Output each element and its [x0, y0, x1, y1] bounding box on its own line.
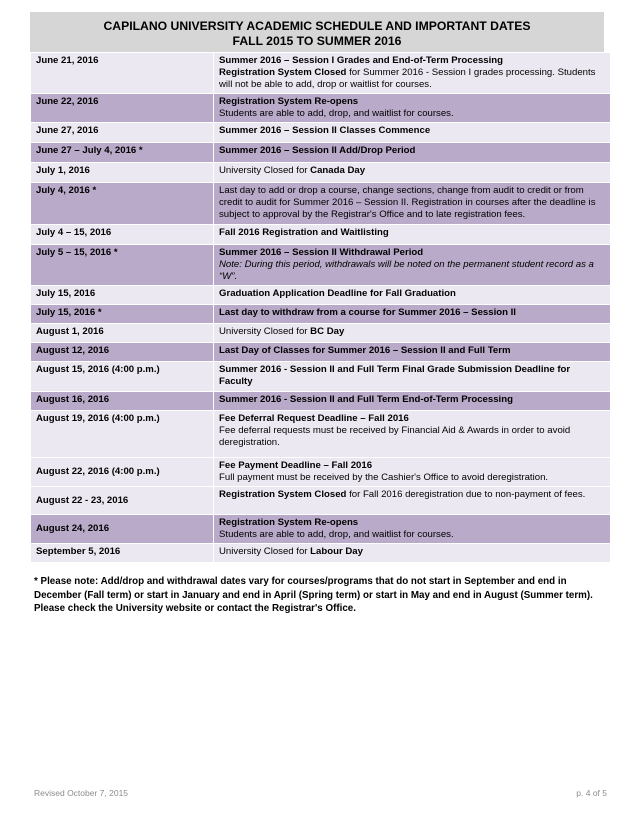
- row-heading: Summer 2016 - Session II and Full Term End-of-Term Processing: [219, 394, 513, 405]
- table-row: [31, 544, 611, 563]
- revised-date: Revised October 7, 2015: [34, 788, 129, 798]
- row-description: [214, 94, 611, 123]
- row-description: [214, 362, 611, 392]
- row-description: [214, 143, 611, 163]
- table-row: [31, 163, 611, 183]
- please-note: * Please note: Add/drop and withdrawal dates vary for courses/programs that do not start in September and end in December (Fall term) or start in January and end in April (Spring term) or start in May and end in August (Summer term). Please check the University website or contact the Registrar's Office.: [34, 576, 593, 614]
- table-row: [31, 286, 611, 305]
- row-heading: Fee Deferral Request Deadline – Fall 2016: [219, 413, 409, 424]
- row-detail: University Closed for: [219, 165, 311, 176]
- row-detail: Students are able to add, drop, and waitlist for courses.: [219, 529, 454, 540]
- row-description: [214, 411, 611, 458]
- table-row: [31, 458, 611, 487]
- row-heading: Summer 2016 – Session II Add/Drop Period: [219, 145, 416, 156]
- table-row: [31, 123, 611, 143]
- row-detail: Students are able to add, drop, and waitlist for courses.: [219, 108, 454, 119]
- row-date: August 12, 2016: [31, 343, 214, 362]
- row-description: [214, 515, 611, 544]
- row-date: August 22, 2016 (4:00 p.m.): [31, 458, 214, 487]
- row-description: [214, 487, 611, 515]
- row-date: August 15, 2016 (4:00 p.m.): [31, 362, 214, 392]
- row-date: August 1, 2016: [31, 324, 214, 343]
- row-date: August 19, 2016 (4:00 p.m.): [31, 411, 214, 458]
- row-date: July 4, 2016 *: [31, 183, 214, 225]
- table-row: [31, 487, 611, 515]
- row-description: [214, 286, 611, 305]
- row-detail: Fee deferral requests must be received by Financial Aid & Awards in order to avoid deregistration.: [219, 425, 571, 448]
- row-heading: Last day to withdraw from a course for Summer 2016 – Session II: [219, 307, 516, 318]
- row-description: [214, 324, 611, 343]
- table-row: [31, 225, 611, 245]
- row-date: September 5, 2016: [31, 544, 214, 563]
- row-date: July 4 – 15, 2016: [31, 225, 214, 245]
- row-heading-inline: Labour Day: [310, 546, 363, 557]
- row-detail: University Closed for: [219, 546, 311, 557]
- row-heading: Graduation Application Deadline for Fall Graduation: [219, 288, 456, 299]
- row-heading: Summer 2016 – Session I Grades and End-of-Term Processing: [219, 55, 503, 66]
- row-description: [214, 245, 611, 286]
- table-row: [31, 53, 611, 94]
- table-row: [31, 183, 611, 225]
- document-subtitle: FALL 2015 TO SUMMER 2016: [232, 34, 402, 48]
- row-description: [214, 305, 611, 324]
- table-row: [31, 324, 611, 343]
- row-heading: Registration System Re-opens: [219, 517, 359, 528]
- row-detail: for Summer 2016 - Session I grades processing. Students will not be able to add, drop or waitlist for courses.: [219, 67, 596, 90]
- row-date: June 22, 2016: [31, 94, 214, 123]
- row-date: June 27, 2016: [31, 123, 214, 143]
- row-description: [214, 53, 611, 94]
- table-row: [31, 305, 611, 324]
- row-date: August 16, 2016: [31, 392, 214, 411]
- document-title-band: [30, 12, 604, 52]
- row-detail: Full payment must be received by the Cashier's Office to avoid deregistration.: [219, 472, 549, 483]
- row-description: [214, 183, 611, 225]
- document-title: CAPILANO UNIVERSITY ACADEMIC SCHEDULE AND IMPORTANT DATES: [103, 19, 531, 33]
- row-date: July 15, 2016 *: [31, 305, 214, 324]
- row-description: [214, 163, 611, 183]
- row-description: [214, 225, 611, 245]
- row-date: June 27 – July 4, 2016 *: [31, 143, 214, 163]
- row-heading: Registration System Re-opens: [219, 96, 359, 107]
- table-row: [31, 411, 611, 458]
- table-row: [31, 143, 611, 163]
- row-heading: Summer 2016 – Session II Withdrawal Period: [219, 247, 424, 258]
- table-row: [31, 362, 611, 392]
- row-heading: Fee Payment Deadline – Fall 2016: [219, 460, 373, 471]
- row-date: July 1, 2016: [31, 163, 214, 183]
- row-heading-inline: Registration System Closed: [219, 67, 347, 78]
- row-heading-inline: Canada Day: [310, 165, 366, 176]
- row-heading: Summer 2016 - Session II and Full Term Final Grade Submission Deadline for Faculty: [219, 364, 571, 387]
- table-row: [31, 515, 611, 544]
- row-detail: Last day to add or drop a course, change sections, change from audit to credit or from credit to audit for Summer 2016 – Session II. Registration in courses after the deadline is subject to approval by the Registrar's Office and to late registration fees.: [219, 185, 596, 220]
- table-row: [31, 94, 611, 123]
- row-heading-inline: Registration System Closed: [219, 489, 347, 500]
- row-description: [214, 458, 611, 487]
- table-row: [31, 392, 611, 411]
- row-description: [214, 343, 611, 362]
- row-date: July 15, 2016: [31, 286, 214, 305]
- row-heading: Summer 2016 – Session II Classes Commence: [219, 125, 431, 136]
- row-heading: Fall 2016 Registration and Waitlisting: [219, 227, 389, 238]
- row-date: August 24, 2016: [31, 515, 214, 544]
- row-heading-inline: BC Day: [310, 326, 345, 337]
- schedule-table: [30, 52, 611, 563]
- row-description: [214, 392, 611, 411]
- table-row: [31, 245, 611, 286]
- row-date: June 21, 2016: [31, 53, 214, 94]
- row-detail: University Closed for: [219, 326, 311, 337]
- row-detail: for Fall 2016 deregistration due to non-payment of fees.: [346, 489, 586, 500]
- row-description: [214, 123, 611, 143]
- table-row: [31, 343, 611, 362]
- page-number: p. 4 of 5: [576, 788, 607, 798]
- row-date: August 22 - 23, 2016: [31, 487, 214, 515]
- row-heading: Last Day of Classes for Summer 2016 – Session II and Full Term: [219, 345, 511, 356]
- row-note: Note: During this period, withdrawals will be noted on the permanent student record as a “W”.: [219, 259, 594, 282]
- row-description: [214, 544, 611, 563]
- row-date: July 5 – 15, 2016 *: [31, 245, 214, 286]
